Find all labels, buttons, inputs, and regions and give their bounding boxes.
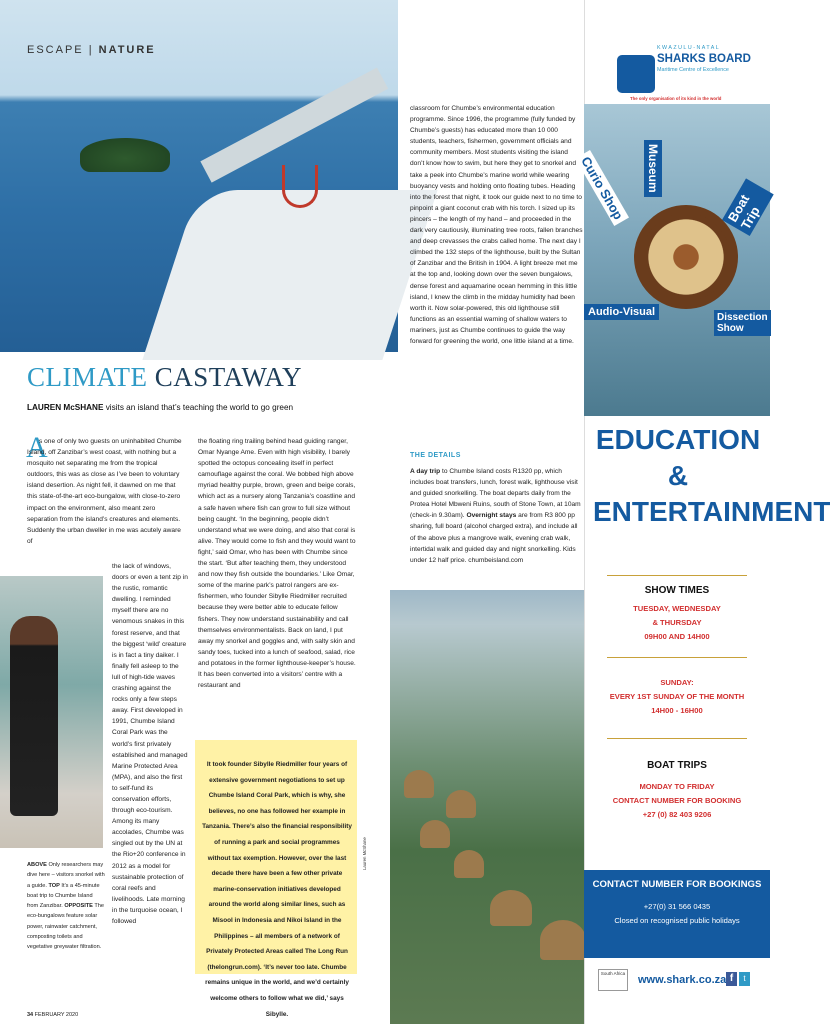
- aerial-bungalows-photo: [390, 590, 598, 1024]
- banner-curio-shop: Curio Shop: [575, 150, 629, 226]
- ad-headline: EDUCATION & ENTERTAINMENT: [593, 424, 830, 527]
- banner-museum: Museum: [644, 140, 662, 197]
- show-times-days: TUESDAY, WEDNESDAY: [633, 604, 721, 613]
- contact-closed-note: Closed on recognised public holidays: [614, 916, 740, 925]
- snorkeller-figure: [10, 616, 58, 816]
- body-column-1b: the lack of windows, doors or even a tent zip in the rustic, romantic dwelling. I reminded myself there are no venomous snakes in this forest reserve, and that the biggest ‘wild’ creature is in fact a tiny daiker. I finally fell asleep to the lull of high-tide waves crashing against the rocks only a few steps away. First developed in 1991, Chumbe Island Coral Park was the world’s first privately established and managed Marine Protected Area (MPA), and also the first to self-fund its conservation efforts, through eco-tourism. Among its many accolades, Chumbe was singled out by the UN at the Rio+20 conference in 2012 as a model for sustainable protection of coral reefs and livelihoods. Late morning in the turquoise ocean, I followed: [112, 563, 188, 925]
- page-folio: 34 FEBRUARY 2020: [27, 1012, 79, 1018]
- ad-website-link[interactable]: www.shark.co.za: [638, 974, 727, 986]
- body-column-2: the floating ring trailing behind head guiding ranger, Omar Nyange Ame. Even with high visibility, I barely spotted the octopus concealing itself in perfect camouflage against the coral. We bobbed high above myriad healthy purple, brown, green and beige corals, which act as a nursery along Tanzania’s coastline and a safe haven where fish can grow to full size without being caught. ‘In the beginning, people didn’t understand what we were doing, and also that coral is alive. They would come to fish and they would want to fight,’ said Omar, who has been with Chumbe since the start. ‘But after teaching them, they understood and now they fish outside the boundaries.’ Like Omar, some of the marine park’s patrol rangers are ex-fishermen, who founder Sibylle Riedmiller recruited because they were better able to educate fellow fishers. They now understand sustainability and call themselves environmentalists. Back on land, I put away my snorkel and goggles and, with salty skin and sandy toes, tucked into a lunch of seafood, salad, rice and potatoes in the former lighthouse-keeper’s house. It has been converted into a visitors’ centre with a restaurant and: [198, 438, 356, 690]
- boat-trips-days: MONDAY TO FRIDAY: [639, 782, 715, 791]
- body-column-1: s one of only two guests on uninhabited Chumbe Island, off Zanzibar’s west coast, with nothing but a mosquito net separating me from the tropical outdoors, this was as close as I’ve been to voluntary island desertion. As night fell, it dawned on me that this state-of-the-art eco-bungalow, with close-to-zero impact on the environment, also meant zero separation from the island’s creatures and elements. Suddenly the urban dweller in me was acutely aware of: [27, 438, 182, 545]
- divider: [607, 738, 747, 739]
- ad-tagline: The only organisation of its kind in the world: [630, 96, 722, 101]
- banner-dissection-show: Dissection Show: [714, 310, 771, 336]
- boat-trips-phone: +27 (0) 82 403 9206: [642, 810, 712, 819]
- facebook-icon[interactable]: f: [726, 972, 737, 986]
- contact-phone: +27(0) 31 566 0435: [643, 902, 711, 911]
- snorkeller-photo: [0, 576, 103, 848]
- details-heading: THE DETAILS: [410, 452, 461, 459]
- bungalow-roof: [446, 790, 476, 818]
- banner-audio-visual: Audio-Visual: [584, 304, 659, 320]
- twitter-icon[interactable]: t: [739, 972, 750, 986]
- drop-cap: A: [26, 431, 48, 464]
- photo-credit: Lauren McShane: [362, 837, 367, 870]
- show-times-heading: SHOW TIMES: [644, 585, 710, 596]
- photo-caption: ABOVE Only researchers may dive here – visitors snorkel with a guide. TOP It’s a 45-minute boat trip to Chumbe Island from Zanzibar. OPPOSITE The eco-bungalows feature solar power, rainwater catchment, composting toilets and vegetative greywater filtration.: [27, 862, 105, 951]
- boat-trips-heading: BOAT TRIPS: [647, 760, 707, 771]
- banner-boat-trip: Boat Trip: [722, 178, 774, 236]
- sunday-heading: SUNDAY:: [660, 678, 694, 687]
- ship-wheel-icon: [634, 205, 738, 309]
- sunday-hours: 14H00 - 16H00: [651, 706, 703, 715]
- divider: [607, 657, 747, 658]
- anchor-shape: [282, 165, 318, 208]
- divider: [607, 575, 747, 576]
- bungalow-roof: [404, 770, 434, 798]
- south-africa-logo: South Africa: [598, 969, 628, 991]
- ad-brand-region: KWAZULU-NATAL: [657, 45, 721, 51]
- contact-heading: CONTACT NUMBER FOR BOOKINGS: [592, 879, 762, 890]
- section-label: ESCAPE | NATURE: [27, 44, 156, 56]
- bungalow-roof: [420, 820, 450, 848]
- ad-brand-name: SHARKS BOARD: [657, 53, 751, 65]
- details-text: A day trip to Chumbe Island costs R1320 pp, which includes boat transfers, lunch, forest walk, lighthouse visit and guided snorkelling. The boat departs daily from the Protea Hotel Mbweni Ruins, south of Stone Town, at 10am (check-in 9.30am). Overnight stays are from R3 800 pp sharing, full board (alcohol charged extra), and include all of the above plus a mangrove walk, evening crab walk, intertidal walk and guided day and night snorkelling. Kids under 12 half price. chumbeisland.com: [410, 468, 581, 564]
- article-title: CLIMATE CASTAWAY: [27, 362, 302, 392]
- body-column-3: classroom for Chumbe’s environmental education programme. Since 1996, the programme (fully funded by Chumbe’s guests) has educated more than 10 000 students, teachers, fishermen, government officials and community members. Most students visiting the island don’t know how to swim, but here they get to snorkel and take a peek into Chumbe’s marine world while wearing buoyancy vests and holding onto floating tubes. Heading into the forest that night, it took our guide next to no time to pinpoint a giant coconut crab with his torch. I sized up its pincers – the length of my hand – and proceeded in the dark very cautiously, illuminating tree roots, fallen branches and deep crevasses the crabs called home. The next day I climbed the 132 steps of the lighthouse, built by the Sultan of Zanzibar and the British in 1904. A light breeze met me at the top and, looking down over the seven bungalows, dense forest and aquamarine ocean hemming in this little island, I knew the climb in the midday humidity had been worth it. Now solar-powered, this old lighthouse still functions as an essential warning of shallow waters to mariners, just as Chumbe continues to guide the way forward for greening the world, one little island at a time.: [410, 105, 583, 345]
- boat-bow: [142, 190, 437, 360]
- island-shape: [80, 138, 170, 172]
- boat-trips-contact-label: CONTACT NUMBER FOR BOOKING: [612, 796, 742, 805]
- show-times-days-2: & THURSDAY: [652, 618, 702, 627]
- bungalow-roof: [490, 890, 532, 926]
- pull-quote: It took founder Sibylle Riedmiller four years of extensive government negotiations to set up Chumbe Island Coral Park, which is why, she believes, no one has followed her example in Tanzania. There’s also the financial responsibility of running a park and social programmes without tax exemption. However, over the last decade there have been a few other private marine-conservation initiatives developed around the world along similar lines, such as Misool in Indonesia and Nikoi Island in the Philippines – all members of a network of Privately Protected Areas called The Long Run (thelongrun.com). ‘It’s never too late. Chumbe remains unique in the world, and we’d certainly welcome others to follow what we did,’ says Sibylle.: [202, 761, 352, 1018]
- show-times-hours: 09H00 AND 14H00: [644, 632, 710, 641]
- sunday-text: EVERY 1ST SUNDAY OF THE MONTH: [609, 692, 745, 701]
- byline: LAUREN McSHANE visits an island that’s teaching the world to go green: [27, 403, 294, 412]
- bungalow-roof: [540, 920, 586, 960]
- shark-logo-icon: [617, 55, 655, 93]
- bungalow-roof: [454, 850, 484, 878]
- ad-brand-sub: Maritime Centre of Excellence: [657, 67, 729, 73]
